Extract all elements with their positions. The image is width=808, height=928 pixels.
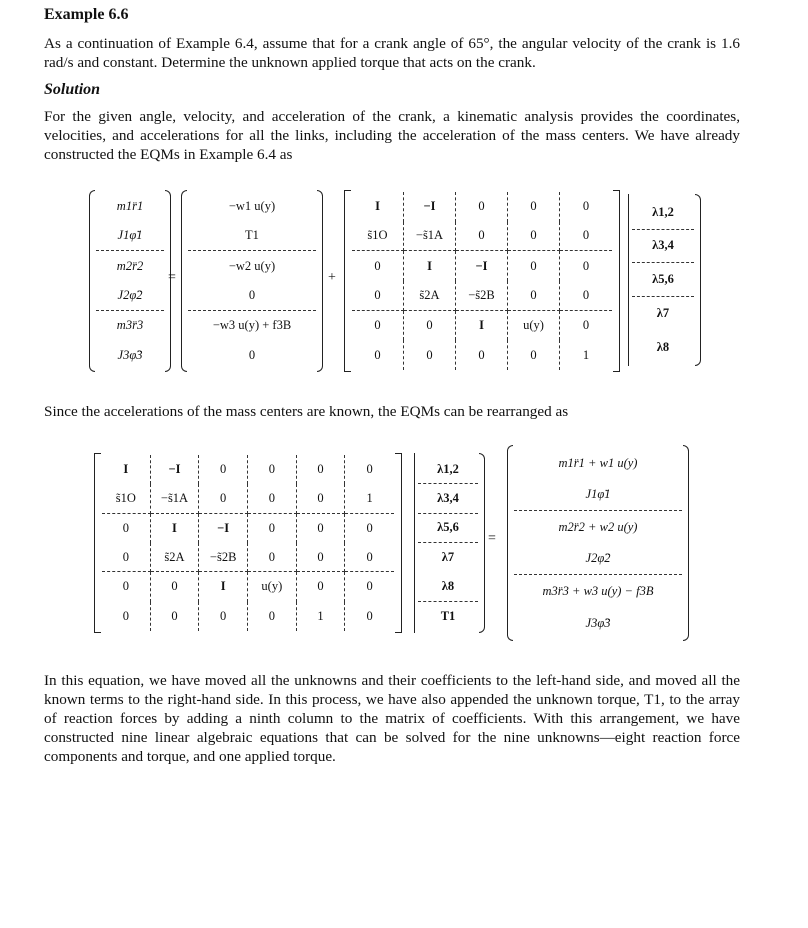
eq2-matrix-cell-r5c2: 0	[151, 572, 200, 601]
eq2-matrix-cell-r4c5: 0	[297, 543, 346, 572]
eq2-rhs-entry-6: J3φ̈3	[585, 615, 611, 630]
eq1-lambda-3: λ5,6	[632, 263, 694, 297]
eq2-matrix-cell-r2c6: 1	[345, 484, 394, 513]
eq1-matrix-cell-r5c2: 0	[404, 311, 456, 341]
eq1-equals: =	[168, 270, 176, 285]
eq2-matrix-cell-r2c5: 0	[297, 484, 346, 513]
eq2-matrix-cell-r4c6: 0	[345, 543, 394, 572]
eq1-matrix-cell-r5c4: u(y)	[508, 311, 560, 341]
eq2-rhs-entry-3: m2r̈2 + w2 u(y)	[558, 519, 638, 534]
eq2-matrix-cell-r4c3: −s̃2B	[199, 543, 248, 572]
eq2-rhs-vector	[514, 447, 682, 639]
eq1-lambda-1: λ1,2	[632, 196, 694, 230]
eq2-matrix-cell-r3c6: 0	[366, 520, 373, 535]
eq2-matrix-cell-r6c2: 0	[151, 602, 200, 631]
eq2-matrix-cell-r3c4: 0	[248, 514, 297, 543]
eq2-coefficient-matrix	[102, 455, 394, 631]
example-title: Example 6.6	[44, 6, 129, 23]
eq1-force-entry-6: 0	[248, 347, 256, 362]
eq1-matrix-cell-r1c1: I	[352, 192, 404, 222]
eq2-equals: =	[488, 531, 496, 546]
eq1-matrix-cell-r4c1: 0	[352, 281, 404, 311]
eq1-matrix-cell-r5c3: I	[456, 311, 508, 341]
eq1-coefficient-matrix	[352, 192, 612, 370]
solution-heading: Solution	[44, 81, 101, 98]
eq2-rhs-entry-1: m1r̈1 + w1 u(y)	[558, 455, 638, 470]
eq2-matrix-cell-r1c4: 0	[248, 455, 297, 484]
eq2-unknown-2: λ3,4	[418, 484, 478, 513]
eq1-force-entry-3: −w2 u(y)	[228, 258, 276, 273]
eq1-matrix-cell-r3c3: −I	[456, 251, 508, 281]
eq2-rhs-entry-4: J2φ̈2	[514, 543, 682, 575]
eq2-matrix-cell-r6c1: 0	[102, 602, 151, 631]
eq1-matrix-cell-r3c1: 0	[352, 251, 404, 281]
eq1-lambda-5: λ8	[656, 339, 670, 354]
eq2-matrix-cell-r1c3: 0	[199, 455, 248, 484]
eq2-matrix-cell-r6c4: 0	[248, 602, 297, 631]
rearrange-paragraph: Since the accelerations of the mass centers are known, the EQMs can be rearranged as	[44, 403, 569, 420]
eq1-lhs-entry-6: J3φ̈3	[117, 347, 143, 362]
conclusion-paragraph: In this equation, we have moved all the unknowns and their coefficients to the left-hand side, and moved all the known terms to the right-hand side. In this process, we have also appended the unknown torque, T1, to the array of reaction forces by adding a ninth column to the matrix of coefficients. With this arrangement, we have constructed nine linear algebraic equations that can be solved for the nine unknowns—eight reaction force components and torque, and one applied torque.	[44, 672, 740, 765]
document-page	[44, 4, 740, 766]
eq2-matrix-cell-r4c2: s̃2A	[151, 543, 200, 572]
eq1-matrix-cell-r4c3: −s̃2B	[456, 281, 508, 311]
eq2-matrix-cell-r1c5: 0	[297, 455, 346, 484]
eq1-matrix-cell-r6c4: 0	[508, 340, 560, 370]
eq1-matrix-cell-r3c4: 0	[508, 251, 560, 281]
eq2-unknown-5: λ8	[418, 572, 478, 601]
eq1-matrix-cell-r5c5: 0	[582, 317, 590, 332]
eq2-matrix-cell-r5c5: 0	[297, 572, 346, 601]
eq2-unknown-4: λ7	[441, 550, 455, 565]
eq2-rhs-entry-2: J1φ̈1	[514, 479, 682, 511]
eq1-force-entry-5: −w3 u(y) + f3B	[212, 317, 292, 332]
eq1-force-vector	[188, 192, 316, 370]
solution-paragraph: For the given angle, velocity, and acceleration of the crank, a kinematic analysis provides the coordinates, velocities, and accelerations for all the links, including the acceleration of the mass centers. We have already constructed the EQMs in Example 6.4 as	[44, 108, 740, 163]
eq2-matrix-cell-r6c3: 0	[199, 602, 248, 631]
eq1-matrix-cell-r5c1: 0	[352, 311, 404, 341]
eq2-unknown-3: λ5,6	[418, 514, 478, 543]
eq1-lhs-entry-1: m1r̈1	[116, 199, 144, 214]
eq1-matrix-cell-r2c4: 0	[508, 222, 560, 252]
eq1-matrix-cell-r1c5: 0	[582, 199, 590, 214]
eq1-force-entry-4: 0	[188, 281, 316, 311]
eq2-unknown-6: T1	[440, 608, 456, 623]
eq2-matrix-cell-r2c3: 0	[199, 484, 248, 513]
eq1-lambda-vector	[632, 196, 694, 364]
eq2-matrix-cell-r4c1: 0	[102, 543, 151, 572]
eq2-matrix-cell-r6c5: 1	[297, 602, 346, 631]
eq1-lhs-entry-4: J2φ̈2	[96, 281, 164, 311]
eq1-matrix-cell-r4c4: 0	[508, 281, 560, 311]
eq2-matrix-cell-r1c1: I	[102, 455, 151, 484]
eq1-matrix-cell-r2c1: s̃1O	[352, 222, 404, 252]
eq1-plus: +	[328, 270, 336, 285]
eq1-lhs-entry-2: J1φ̈1	[96, 222, 164, 252]
intro-paragraph: As a continuation of Example 6.4, assume that for a crank angle of 65°, the angular velocity of the crank is 1.6 rad/s and constant. Determine the unknown applied torque that acts on the crank.	[44, 35, 740, 71]
eq2-matrix-cell-r5c3: I	[199, 572, 248, 601]
eq1-force-entry-1: −w1 u(y)	[228, 199, 276, 214]
eq2-rhs-entry-5: m3r̈3 + w3 u(y) − f3B	[542, 583, 654, 598]
equation-1	[44, 192, 740, 370]
eq1-matrix-cell-r2c2: −s̃1A	[404, 222, 456, 252]
eq1-matrix-cell-r3c2: I	[404, 251, 456, 281]
eq2-matrix-cell-r2c2: −s̃1A	[151, 484, 200, 513]
eq1-matrix-cell-r4c5: 0	[560, 281, 612, 311]
eq1-matrix-cell-r1c2: −I	[404, 192, 456, 222]
eq2-matrix-cell-r5c4: u(y)	[248, 572, 297, 601]
eq2-matrix-cell-r3c2: I	[151, 514, 200, 543]
eq1-matrix-cell-r2c5: 0	[560, 222, 612, 252]
eq2-matrix-cell-r2c1: s̃1O	[102, 484, 151, 513]
eq2-matrix-cell-r1c2: −I	[151, 455, 200, 484]
eq2-matrix-cell-r1c6: 0	[366, 462, 373, 477]
eq2-matrix-cell-r2c4: 0	[248, 484, 297, 513]
eq1-matrix-cell-r2c3: 0	[456, 222, 508, 252]
eq1-lambda-4: λ7	[656, 306, 670, 321]
eq2-matrix-cell-r3c3: −I	[199, 514, 248, 543]
eq2-unknown-vector	[418, 455, 478, 631]
eq1-matrix-cell-r6c2: 0	[404, 340, 456, 370]
equation-2	[44, 447, 740, 641]
eq2-matrix-cell-r5c1: 0	[102, 572, 151, 601]
eq1-force-entry-2: T1	[188, 222, 316, 252]
eq1-lhs-vector	[96, 192, 164, 370]
eq2-matrix-cell-r3c5: 0	[297, 514, 346, 543]
eq1-matrix-cell-r3c5: 0	[582, 258, 590, 273]
eq2-unknown-1: λ1,2	[418, 455, 478, 484]
eq1-matrix-cell-r6c1: 0	[352, 340, 404, 370]
eq2-matrix-cell-r4c4: 0	[248, 543, 297, 572]
eq1-matrix-cell-r6c3: 0	[456, 340, 508, 370]
eq2-matrix-cell-r3c1: 0	[102, 514, 151, 543]
eq1-lhs-entry-3: m2r̈2	[116, 258, 144, 273]
eq1-matrix-cell-r1c4: 0	[508, 192, 560, 222]
eq1-matrix-cell-r6c5: 1	[582, 347, 590, 362]
eq2-matrix-cell-r6c6: 0	[366, 608, 373, 623]
eq2-matrix-cell-r5c6: 0	[366, 579, 373, 594]
eq1-matrix-cell-r1c3: 0	[456, 192, 508, 222]
eq1-lambda-2: λ3,4	[632, 230, 694, 264]
eq1-matrix-cell-r4c2: s̃2A	[404, 281, 456, 311]
eq1-lhs-entry-5: m3r̈3	[116, 317, 144, 332]
